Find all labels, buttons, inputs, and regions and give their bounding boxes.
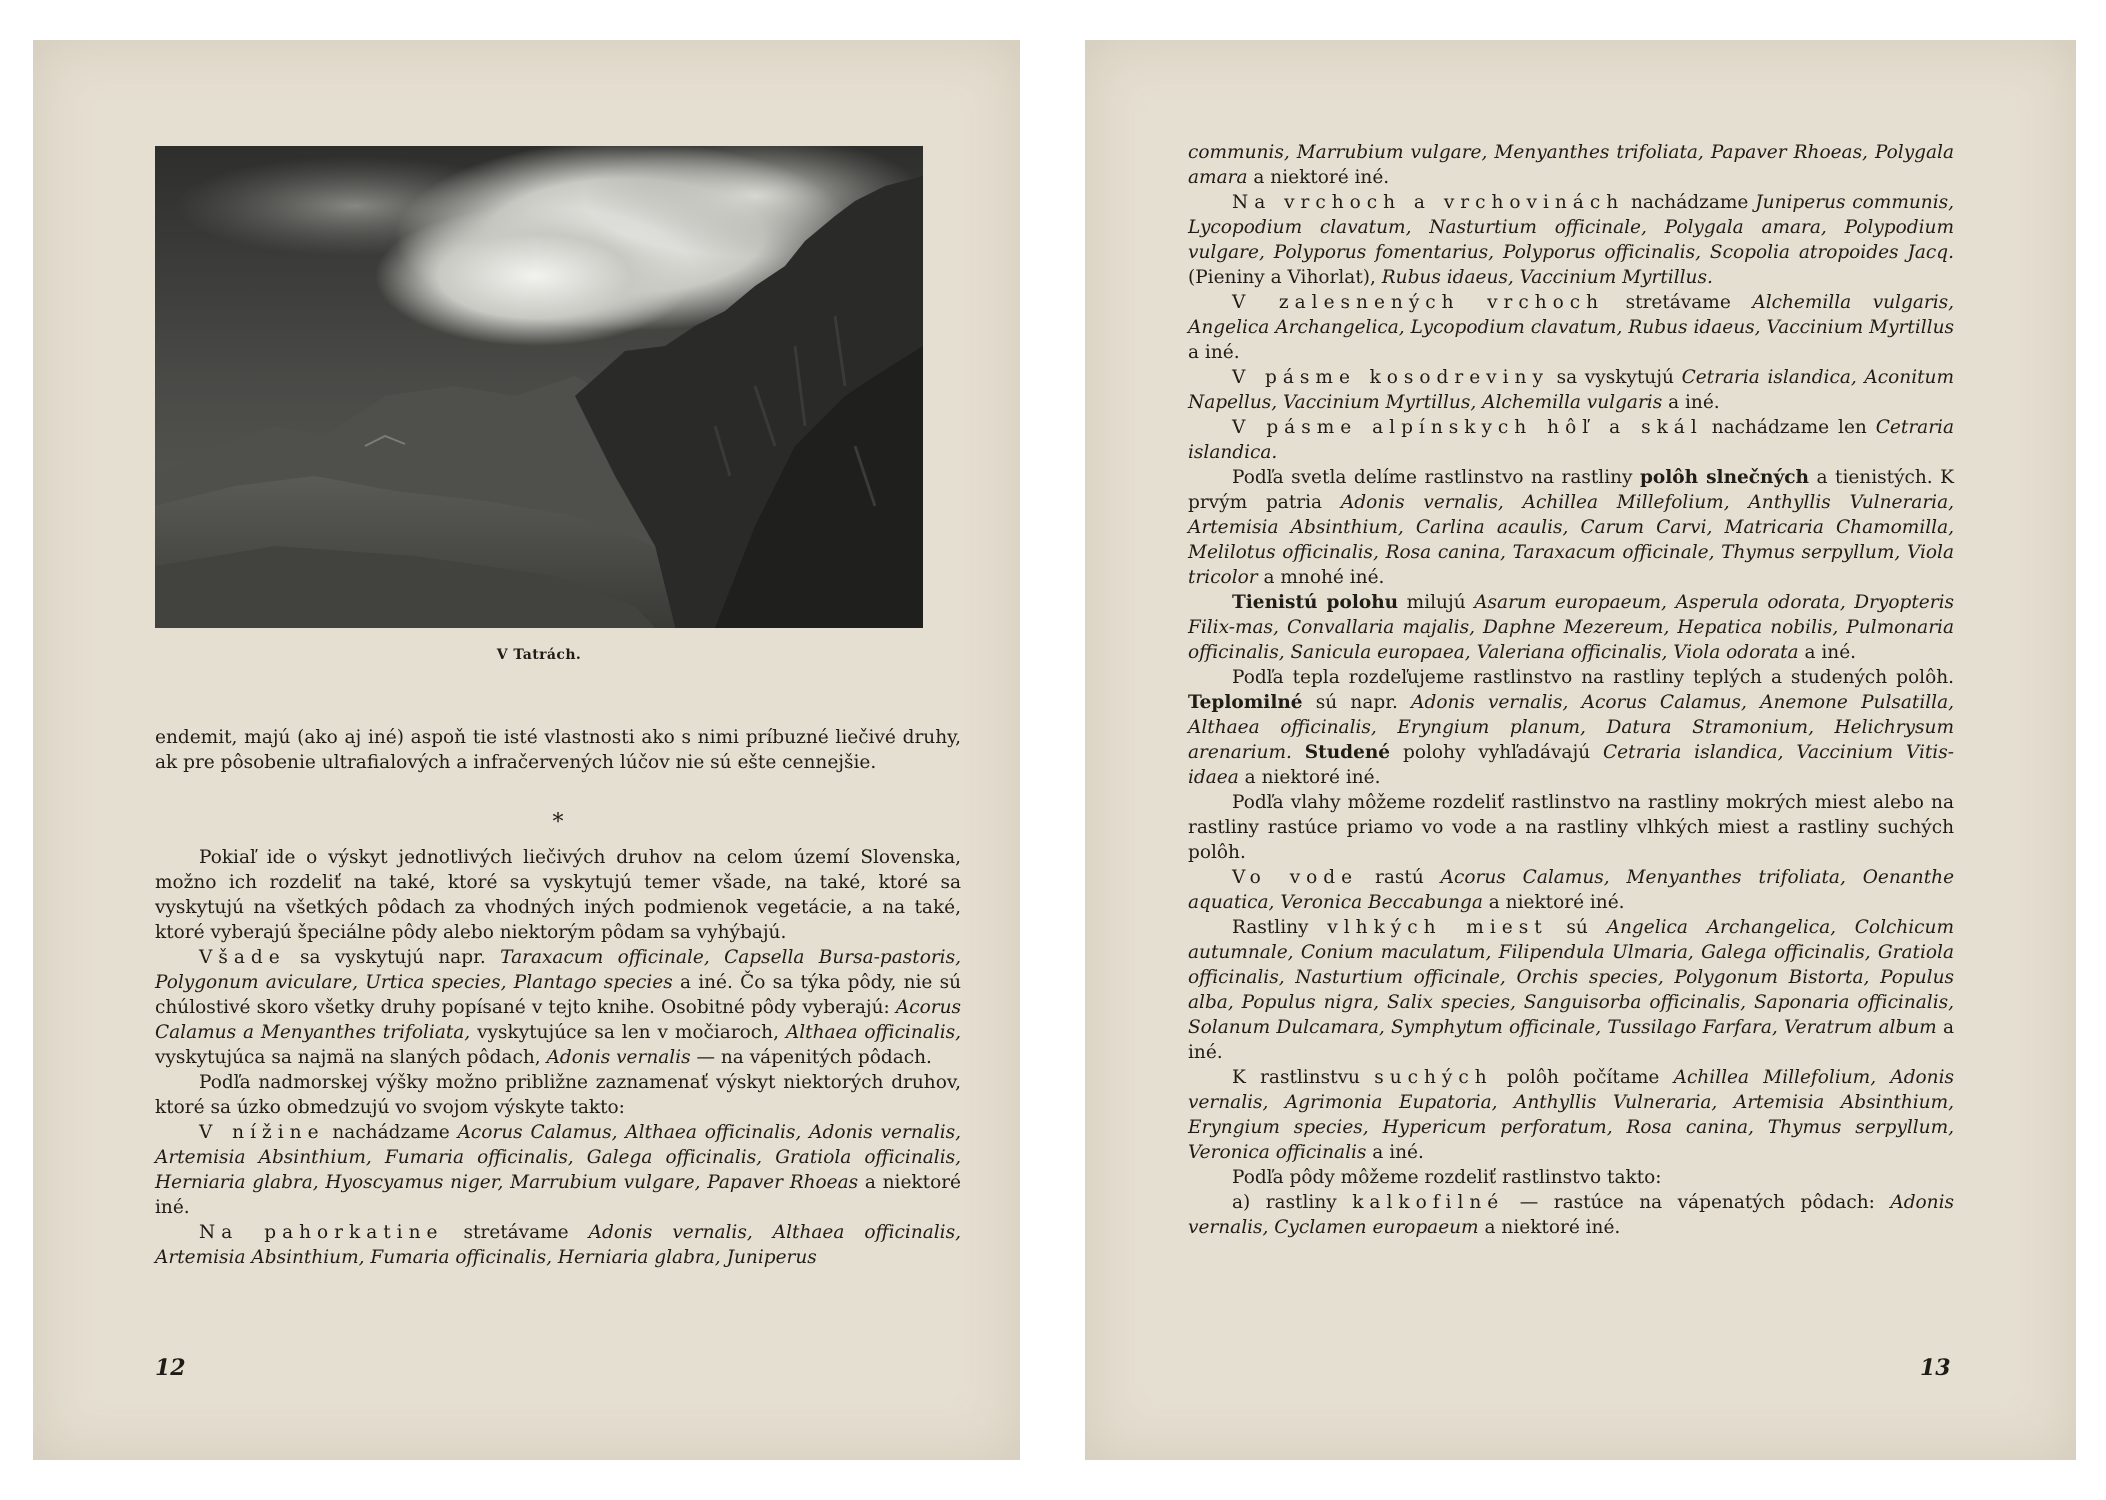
paragraph-vsade: Všade sa vyskytujú napr. Taraxacum officinale, Capsella Bursa-pastoris, Polygonum aviculare, Urtica species, Plantago species a iné. Čo sa týka pôdy, nie sú chúlostivé skoro všetky druhy popísané v tejto knihe. Osobitné pôdy vyberajú: Acorus Calamus a Menyanthes trifoliata, vyskytujúce sa len v močiaroch, Althaea officinalis, vyskytujúca sa najmä na slaných pôdach, Adonis vernalis — na vápenitých pôdach. [155,947,961,1068]
text-block-main-left [155,845,961,1270]
paragraph-pahorkatina: Na pahorkatine stretávame Adonis vernalis, Althaea officinalis, Artemisia Absinthium, Fumaria officinalis, Herniaria glabra, Juniperus [155,1222,961,1268]
page-number-left: 12 [155,1355,186,1381]
left-page [33,40,1020,1460]
section-separator: * [552,810,564,835]
paragraph-pody: Podľa pôdy môžeme rozdeliť rastlinstvo takto: [1232,1167,1662,1188]
paragraph-vlahy: Podľa vlahy môžeme rozdeliť rastlinstvo na rastliny mokrých miest alebo na rastliny rastúce priamo vo vode a na rastliny vlhkých miest a rastliny suchých polôh. [1188,792,1954,863]
paragraph-nizina: V nížine nachádzame Acorus Calamus, Althaea officinalis, Adonis vernalis, Artemisia Absinthium, Fumaria officinalis, Galega officinalis, Gratiola officinalis, Herniaria glabra, Hyoscyamus niger, Marrubium vulgare, Papaver Rhoeas a niektoré iné. [155,1122,962,1218]
photo-caption: V Tatrách. [496,647,582,663]
paragraph-vo-vode: Vo vode rastú Acorus Calamus, Menyanthes trifoliata, Oenanthe aquatica, Veronica Beccabunga a niektoré iné. [1188,867,1955,913]
paragraph-tepla: Podľa tepla rozdeľujeme rastlinstvo na rastliny teplých a studených polôh. Teplomilné sú napr. Adonis vernalis, Acorus Calamus, Anemone Pulsatilla, Althaea officinalis, Eryngium planum, Datura Stramonium, Helichrysum arenarium. Studené polohy vyhľadávajú Cetraria islandica, Vaccinium Vitis-idaea a niektoré iné. [1188,667,1954,788]
right-page [1085,40,2076,1460]
paragraph-vlhkych: Rastliny vlhkých miest sú Angelica Archangelica, Colchicum autumnale, Conium maculatum, Filipendula Ulmaria, Galega officinalis, Gratiola officinalis, Nasturtium officinale, Orchis species, Polygonum Bistorta, Populus alba, Populus nigra, Salix species, Sanguisorba officinalis, Saponaria officinalis, Solanum Dulcamara, Symphytum officinale, Tussilago Farfara, Veratrum album a iné. [1188,917,1955,1063]
paragraph-zalesnenych: V zalesnených vrchoch stretávame Alchemilla vulgaris, Angelica Archangelica, Lycopodium clavatum, Rubus idaeus, Vaccinium Myrtillus a iné. [1188,292,1954,363]
paragraph-vrchoch: Na vrchoch a vrchovinách nachádzame Juniperus communis, Lycopodium clavatum, Nasturtium officinale, Polygala amara, Polypodium vulgare, Polyporus fomentarius, Polyporus officinalis, Scopolia atropoides Jacq. (Pieniny a Vihorlat), Rubus idaeus, Vaccinium Myrtillus. [1188,192,1955,288]
text-block-main-right [1188,140,1954,1240]
tatra-mountains-photo [155,146,923,628]
paragraph-podla-nadmorskej: Podľa nadmorskej výšky možno približne zaznamenať výskyt niektorých druhov, ktoré sa úzko obmedzujú vo svojom výskyte takto: [155,1072,961,1118]
paragraph-alpinskych: V pásme alpínskych hôľ a skál nachádzame len Cetraria islandica. [1188,417,1954,463]
paragraph-kosodreviny: V pásme kosodreviny sa vyskytujú Cetraria islandica, Aconitum Napellus, Vaccinium Myrtillus, Alchemilla vulgaris a iné. [1188,367,1954,413]
paragraph-kalkofilne: a) rastliny kalkofilné — rastúce na vápenatých pôdach: Adonis vernalis, Cyclamen europaeum a niektoré iné. [1188,1192,1954,1238]
paragraph-svetla: Podľa svetla delíme rastlinstvo na rastliny polôh slnečných a tienistých. K prvým patria Adonis vernalis, Achillea Millefolium, Anthyllis Vulneraria, Artemisia Absinthium, Carlina acaulis, Carum Carvi, Matricaria Chamomilla, Melilotus officinalis, Rosa canina, Taraxacum officinale, Thymus serpyllum, Viola tricolor a mnohé iné. [1188,467,1954,588]
page-number-right: 13 [1920,1355,1951,1381]
paragraph-tienistu: Tienistú polohu milujú Asarum europaeum, Asperula odorata, Dryopteris Filix-mas, Convallaria majalis, Daphne Mezereum, Hepatica nobilis, Pulmonaria officinalis, Sanicula europaea, Valeriana officinalis, Viola odorata a iné. [1188,592,1954,663]
text-block-endemit [155,725,961,775]
paragraph-pokial: Pokiaľ ide o výskyt jednotlivých liečivých druhov na celom území Slovenska, možno ich rozdeliť na také, ktoré sa vyskytujú temer všade, na také, ktoré sa vyskytujú na všetkých pôdach za vhodných iných podmienok vegetácie, a na také, ktoré vyberajú špeciálne pôdy alebo niektorým pôdam sa vyhýbajú. [155,847,961,943]
paragraph-suchych: K rastlinstvu suchých polôh počítame Achillea Millefolium, Adonis vernalis, Agrimonia Eupatoria, Anthyllis Vulneraria, Artemisia Absinthium, Eryngium species, Hypericum perforatum, Rosa canina, Thymus serpyllum, Veronica officinalis a iné. [1188,1067,1955,1163]
paragraph-continuation: communis, Marrubium vulgare, Menyanthes trifoliata, Papaver Rhoeas, Polygala amara a niektoré iné. [1188,142,1954,188]
paragraph-endemit: endemit, majú (ako aj iné) aspoň tie isté vlastnosti ako s nimi príbuzné liečivé druhy, ak pre pôsobenie ultrafialových a infračervených lúčov nie sú ešte cennejšie. [155,727,961,773]
mountain-photo-image [155,146,923,628]
